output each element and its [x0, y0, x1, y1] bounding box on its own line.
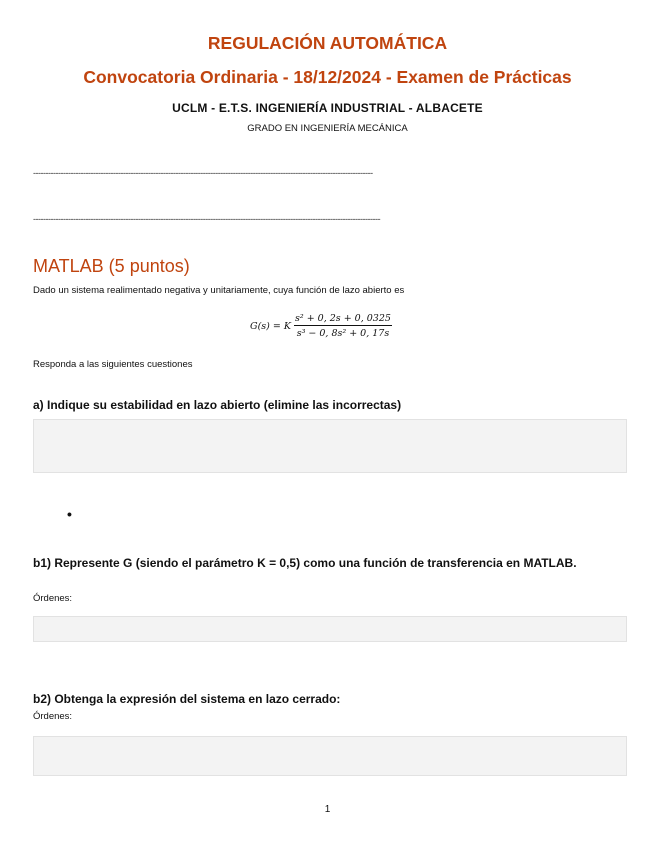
section-intro: Dado un sistema realimentado negativa y unitariamente, cuya función de lazo abierto es: [33, 285, 405, 296]
answer-box-b2[interactable]: [33, 736, 627, 776]
formula-numerator: s² + 0, 2s + 0, 0325: [294, 313, 391, 324]
formula-fraction: [294, 313, 392, 339]
page-number: 1: [324, 804, 331, 815]
orders-label-b1: Órdenes:: [33, 593, 73, 604]
institution-line: UCLM - E.T.S. INGENIERÍA INDUSTRIAL - ALBACETE: [172, 101, 483, 115]
question-b1-label: b1) Represente G (siendo el parámetro K = 0,5) como una función de transferencia en MATLAB.: [33, 556, 577, 570]
dash-separator-2: -------------------------------------------------------------------------------------------------------------------------------------------: [33, 214, 381, 224]
question-b2-label: b2) Obtenga la expresión del sistema en lazo cerrado:: [33, 692, 341, 706]
transfer-function-formula: [250, 313, 392, 339]
bullet-point: •: [67, 506, 72, 522]
exam-subtitle: Convocatoria Ordinaria - 18/12/2024 - Examen de Prácticas: [83, 67, 572, 87]
answer-box-a[interactable]: [33, 419, 627, 473]
formula-denominator: s³ − 0, 8s² + 0, 17s: [296, 328, 390, 339]
question-a-label: a) Indique su estabilidad en lazo abierto (elimine las incorrectas): [33, 398, 402, 412]
dash-separator-1: ----------------------------------------------------------------------------------------------------------------------------------------: [33, 168, 373, 178]
degree-line: GRADO EN INGENIERÍA MECÁNICA: [247, 123, 408, 134]
answer-box-b1[interactable]: [33, 616, 627, 642]
formula-lhs: G(s) = K: [250, 320, 291, 332]
instructions-prompt: Responda a las siguientes cuestiones: [33, 359, 193, 370]
orders-label-b2: Órdenes:: [33, 711, 73, 722]
section-title: MATLAB (5 puntos): [33, 256, 190, 276]
document-title: REGULACIÓN AUTOMÁTICA: [207, 33, 448, 53]
